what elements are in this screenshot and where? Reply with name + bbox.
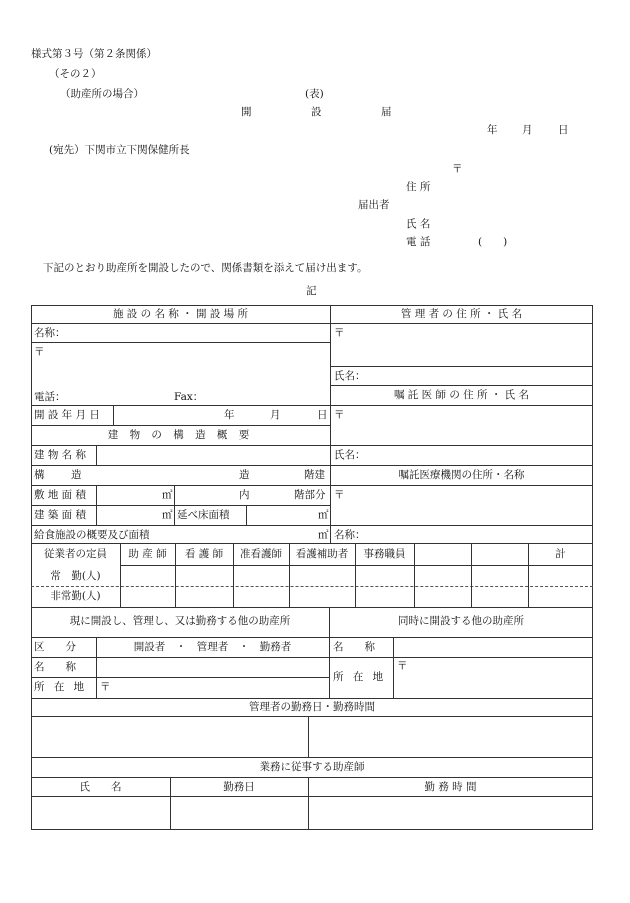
- divider: [414, 543, 415, 607]
- other-concurrent-location-label: 所 在 地: [333, 671, 387, 683]
- divider: [31, 757, 593, 758]
- divider: [31, 637, 593, 638]
- doctor-name-label: 氏名：: [334, 449, 366, 461]
- form-border: [31, 305, 593, 830]
- other-current-postal-mark: 〒: [100, 681, 111, 693]
- doctor-postal-mark: 〒: [334, 409, 345, 421]
- divider: [96, 485, 97, 525]
- divider: [174, 485, 175, 525]
- total-floor-unit: ㎡: [318, 509, 329, 521]
- divider: [31, 323, 330, 324]
- divider: [31, 445, 330, 446]
- institution-postal-mark: 〒: [334, 489, 345, 501]
- open-date-year: 年: [224, 409, 235, 421]
- ki-label: 記: [306, 285, 317, 297]
- institution-name-label: 名称：: [334, 529, 366, 541]
- form-number: 様式第３号（第２条関係）: [31, 48, 157, 60]
- staff-header: 看 護 師: [184, 548, 224, 560]
- divider: [31, 405, 330, 406]
- building-area-label: 建 築 面 積: [34, 509, 87, 521]
- facility-name-label: 名称：: [34, 327, 66, 339]
- meal-facility-label: 給食施設の概要及び面積: [34, 529, 150, 541]
- divider: [31, 425, 330, 426]
- addressee: (宛先）下関市立下関保健所長: [49, 144, 190, 156]
- divider: [330, 323, 593, 324]
- other-concurrent-heading: 同時に開設する他の助産所: [398, 615, 524, 627]
- date-day-label: 日: [558, 124, 569, 136]
- staff-header: 助 産 師: [128, 548, 167, 560]
- divider: [471, 543, 472, 607]
- form-title-char-3: 届: [381, 106, 392, 118]
- form-side: (表): [305, 88, 324, 100]
- divider: [308, 716, 309, 757]
- form-part: （その２）: [49, 68, 102, 80]
- other-current-name-label: 名 称: [34, 661, 76, 673]
- phone-parentheses: ( ): [478, 236, 508, 248]
- other-concurrent-name-label: 名 称: [333, 641, 375, 653]
- divider: [31, 342, 330, 343]
- total-floor-label: 延べ床面積: [177, 509, 230, 521]
- staff-header: 従業者の定員: [44, 548, 107, 560]
- divider: [31, 796, 593, 797]
- staff-row-fulltime: 常 勤(人): [50, 570, 101, 582]
- divider: [330, 385, 593, 386]
- divider: [393, 637, 394, 698]
- open-date-label: 開 設 年 月 日: [34, 409, 100, 421]
- building-area-unit: ㎡: [162, 509, 173, 521]
- structure-kaidate: 階建: [304, 469, 325, 481]
- divider: [31, 657, 593, 658]
- site-area-floor-part: 階部分: [294, 489, 326, 501]
- divider: [31, 485, 330, 486]
- divider: [120, 565, 593, 566]
- other-current-heading: 現に開設し、管理し、又は勤務する他の助産所: [69, 615, 291, 627]
- staff-header: 看護補助者: [295, 548, 349, 560]
- staff-header: 事務職員: [363, 548, 406, 560]
- staff-header: 准看護師: [240, 548, 282, 560]
- structure-label: 構 造: [34, 469, 90, 481]
- form-title-char-1: 開: [241, 106, 252, 118]
- date-year-label: 年: [487, 124, 498, 136]
- phone-label: 電 話: [406, 236, 431, 248]
- site-area-unit: ㎡: [162, 489, 173, 501]
- open-date-day: 日: [317, 409, 328, 421]
- divider: [31, 677, 329, 678]
- form-case: （助産所の場合）: [60, 88, 144, 100]
- divider: [330, 465, 593, 466]
- manager-hours-heading: 管理者の勤務日・勤務時間: [249, 701, 375, 713]
- site-area-label: 敷 地 面 積: [34, 489, 87, 501]
- manager-heading: 管 理 者 の 住 所 ・ 氏 名: [400, 308, 523, 320]
- midwives-col-hours: 勤 務 時 間: [424, 781, 477, 793]
- site-area-uchi: 内: [239, 489, 250, 501]
- divider: [31, 716, 593, 717]
- divider: [330, 366, 593, 367]
- other-current-location-label: 所 在 地: [34, 681, 88, 693]
- open-date-month: 月: [270, 409, 281, 421]
- divider: [246, 505, 247, 525]
- form-title-char-2: 設: [311, 106, 322, 118]
- divider: [330, 445, 593, 446]
- dashed-divider: [31, 586, 593, 587]
- kubun-label: 区 分: [34, 641, 76, 653]
- facility-phone-label: 電話：: [34, 391, 66, 403]
- kubun-value: 開設者 ・ 管理者 ・ 勤務者: [133, 641, 292, 653]
- divider: [113, 405, 114, 425]
- divider: [330, 485, 593, 486]
- statement: 下記のとおり助産所を開設したので、関係書類を添えて届け出ます。: [43, 262, 368, 274]
- meal-facility-unit: ㎡: [318, 529, 329, 541]
- divider: [31, 525, 330, 526]
- divider: [330, 525, 593, 526]
- divider: [96, 445, 97, 465]
- building-name-label: 建 物 名 称: [34, 449, 87, 461]
- staff-header-total: 計: [555, 548, 566, 560]
- manager-name-label: 氏名：: [334, 370, 366, 382]
- address-label: 住 所: [406, 181, 431, 193]
- midwives-heading: 業務に従事する助産師: [259, 761, 365, 773]
- doctor-heading: 嘱 託 医 師 の 住 所 ・ 氏 名: [393, 389, 530, 401]
- divider: [31, 543, 593, 544]
- manager-postal-mark: 〒: [334, 327, 345, 339]
- notifier-label: 届出者: [358, 199, 390, 211]
- facility-heading: 施 設 の 名 称 ・ 開 設 場 所: [112, 308, 249, 320]
- divider: [330, 405, 593, 406]
- structure-heading: 建 物 の 構 造 概 要: [107, 429, 254, 441]
- divider: [31, 777, 593, 778]
- postal-mark: 〒: [452, 163, 463, 175]
- facility-postal-mark: 〒: [34, 346, 45, 358]
- institution-heading: 嘱託医療機関の住所・名称: [398, 469, 525, 481]
- divider: [31, 465, 330, 466]
- structure-zou: 造: [239, 469, 250, 481]
- divider: [31, 607, 593, 608]
- other-concurrent-postal-mark: 〒: [397, 660, 408, 672]
- midwives-col-days: 勤務日: [223, 781, 255, 793]
- registration-form: [31, 305, 593, 830]
- divider: [330, 305, 331, 543]
- facility-fax-label: Fax：: [174, 391, 204, 403]
- date-month-label: 月: [522, 124, 533, 136]
- divider: [31, 698, 593, 699]
- name-label: 氏 名: [406, 218, 431, 230]
- divider: [31, 505, 330, 506]
- staff-row-parttime: 非常勤(人): [50, 590, 101, 602]
- midwives-col-name: 氏 名: [79, 781, 122, 793]
